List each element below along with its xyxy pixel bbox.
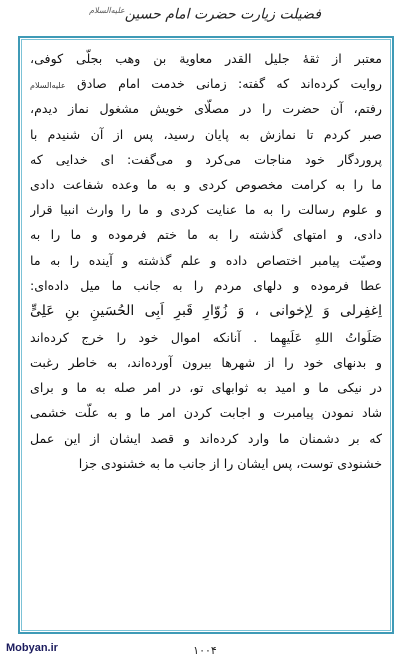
text-line: ما را به کرامت مخصوص کردی و به ما وعده شفاعت دادی [30,176,382,192]
text-line: رفتم، آن حضرت را در مصلّای خویش مشغول نماز دیدم، [30,101,382,117]
text-line: و بدنهای خود را از شهرها بیرون آورده‌اند، به خاطر رغبت [30,355,382,371]
text-line: در نیکی ما و امید به ثوابهای تو، در امر صله به ما و برای [30,380,382,396]
page-header [0,0,410,34]
text-line: صَلَواتُ اللهِ عَلَیهِما . آنانکه اموال خود را خرج کرده‌اند [30,329,382,345]
chapter-title-text: فضیلت زیارت حضرت امام حسین [124,6,321,23]
text-block [30,46,382,476]
page-number: ۱۰۰۴ [193,644,217,657]
honorific-icon: عليه‌السلام [89,6,125,15]
site-watermark: Mobyan.ir [6,642,58,654]
text-line: معتبر از ثقهٔ جلیل القدر معاویة بن وهب بجلّی کوفی، [30,51,382,66]
text-line: عطا فرموده و دلهای مردم را به جانب ما میل داده‌ای: [30,277,382,293]
text-line-with-honorific [30,71,382,96]
text-line: وصیّت پیامبر اختصاص داده و علم گذشته و آینده را به ما [30,252,382,268]
text-line: صبر کردم تا نمازش به پایان رسید، پس از آن شنیدم با [30,126,382,142]
text-line: خشنودی توست، پس ایشان را از جانب ما به خشنودی جزا [78,455,382,471]
text-line-content: روایت کرده‌اند که گفته: زمانی خدمت امام صادق [76,76,382,92]
text-line: دادی، و امتهای گذشته را به ما ختم فرموده و ما را به [30,227,382,243]
text-line: پروردگار خود مناجات می‌کرد و می‌گفت: ای خدایی که [30,151,382,167]
text-line: شاد نمودن پیامبرت و اجابت کردن امر ما و به علّت خشمی [30,405,382,421]
text-line: و علوم رسالت را به ما عنایت کردی و ما را وارث انبیا قرار [30,202,382,218]
chapter-title [0,6,410,23]
prayer-line: اِغفِرلی وَ لِإخوانی ، وَ زُوّارِ قَبرِ اَبِی الحُسَینِ بنِ عَلِیٍّ [30,302,382,319]
inline-honorific-icon: عليه‌السلام [30,81,66,91]
text-line: که بر دشمنان ما وارد کرده‌اند و قصد ایشان از این عمل [30,430,382,446]
